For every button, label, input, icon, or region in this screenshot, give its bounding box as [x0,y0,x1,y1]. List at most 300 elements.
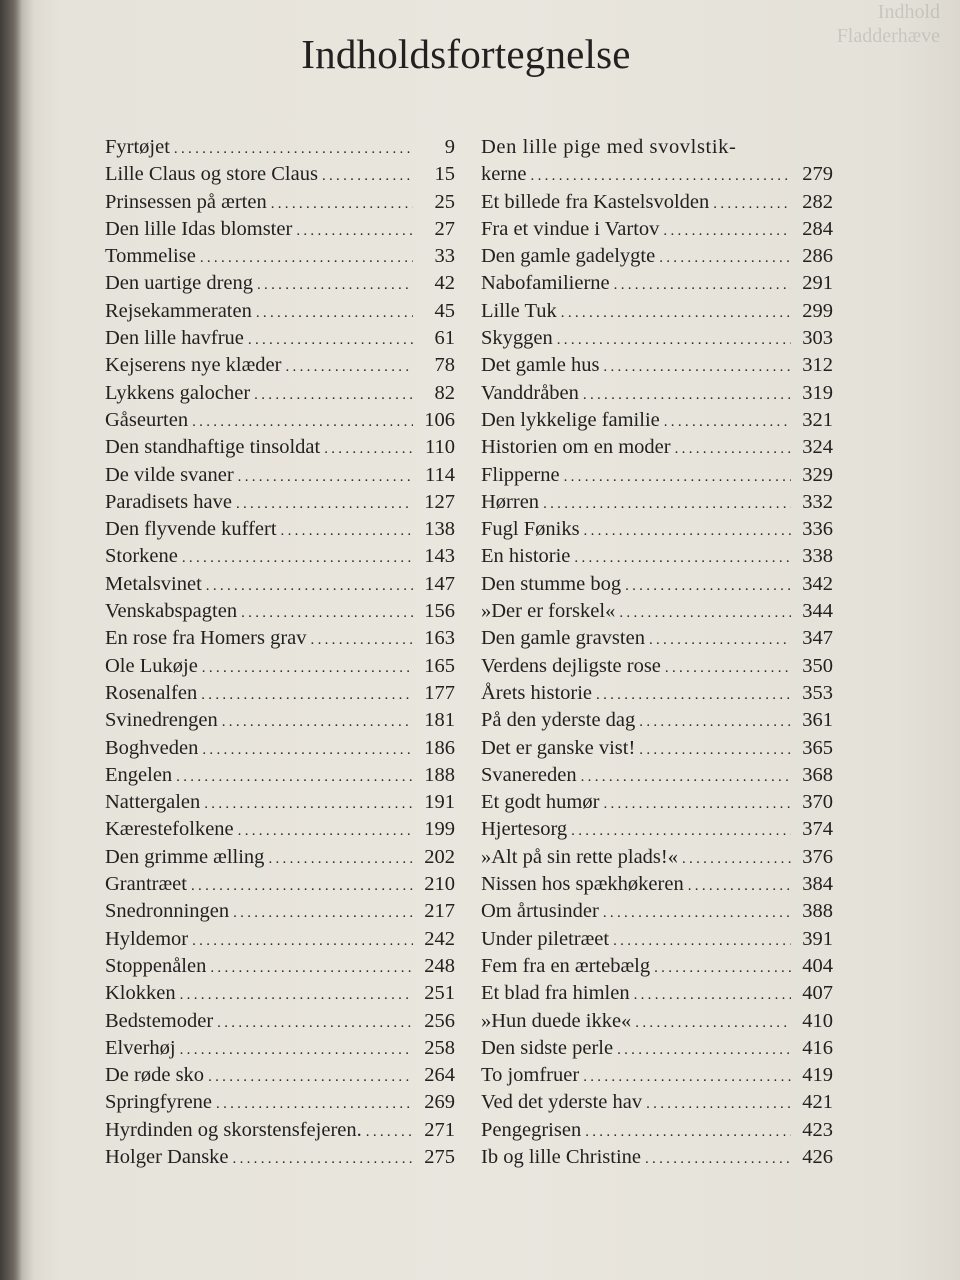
dot-leader [603,791,791,818]
toc-entry [481,352,833,379]
toc-entry [105,816,455,843]
toc-entry [105,871,455,898]
toc-entry-title: Hjertesorg [481,818,568,841]
toc-entry-page: 127 [424,490,455,513]
toc-entry [481,489,833,516]
toc-entry [105,489,455,516]
toc-entry-page: 188 [424,763,455,786]
toc-entry-page: 156 [424,600,455,623]
toc-entry-title: Tommelise [105,245,196,268]
dot-leader [543,491,791,518]
toc-entry-title: Grantræet [105,873,187,896]
toc-entry [105,789,455,816]
toc-entry-page: 407 [802,982,833,1005]
toc-entry [481,161,833,188]
dot-leader [639,709,791,736]
toc-entry-page: 410 [802,1009,833,1032]
dot-leader [182,545,413,572]
toc-entry-page: 416 [802,1036,833,1059]
toc-entry-page: 423 [802,1118,833,1141]
toc-entry [105,243,455,270]
toc-entry-title: Ib og lille Christine [481,1145,641,1168]
toc-entry [481,789,833,816]
toc-entry-page: 365 [802,736,833,759]
toc-entry-title: Fra et vindue i Vartov [481,217,660,240]
toc-entry-title: Årets historie [481,681,593,704]
toc-entry [105,1144,455,1171]
toc-entry-title: Boghveden [105,736,199,759]
toc-entry [481,571,833,598]
toc-entry-title: Stoppenålen [105,954,207,977]
toc-entry [481,735,833,762]
toc-entry-title: Den standhaftige tinsoldat [105,436,321,459]
dot-leader [617,1037,791,1064]
dot-leader [241,600,413,627]
toc-entry-title: Den gamle gadelygte [481,245,656,268]
toc-entry [481,762,833,789]
toc-entry-page: 217 [424,900,455,923]
toc-entry [481,434,833,461]
toc-entry [481,926,833,953]
toc-entry-title: Et billede fra Kastelsvolden [481,190,710,213]
dot-leader [254,382,413,409]
toc-entry-title: Vanddråben [481,381,579,404]
toc-entry-page: 9 [444,136,455,158]
dot-leader [210,955,413,982]
dot-leader [639,737,791,764]
dot-leader [596,682,791,709]
toc-entry-page: 282 [802,190,833,213]
toc-entry-page: 181 [424,709,455,732]
toc-entry-title: »Alt på sin rette plads!« [481,845,678,868]
toc-entry [481,543,833,570]
toc-entry [105,407,455,434]
dot-leader [202,655,413,682]
dot-leader [561,300,791,327]
toc-entry-page: 143 [424,545,455,568]
toc-entry-page: 388 [802,900,833,923]
dot-leader [311,627,413,654]
toc-entry [481,189,833,216]
toc-entry-title: Historien om en moder [481,436,671,459]
dot-leader [581,764,791,791]
toc-entry-title: På den yderste dag [481,709,636,732]
toc-entry-title: Den uartige dreng [105,272,253,295]
toc-entry-title: Fyrtøjet [105,136,170,158]
toc-entry-page: 426 [802,1145,833,1168]
dot-leader [200,245,413,272]
dot-leader [564,464,791,491]
toc-entry-page: 338 [802,545,833,568]
toc-entry-page: 15 [434,163,455,186]
dot-leader [613,928,791,955]
toc-entry [105,134,455,161]
toc-entry-page: 177 [424,681,455,704]
dot-leader [649,627,791,654]
toc-entry-page: 248 [424,954,455,977]
toc-entry [481,980,833,1007]
toc-entry-page: 256 [424,1009,455,1032]
toc-entry-title: De vilde svaner [105,463,234,486]
toc-entry [481,462,833,489]
toc-entry-title: Bedstemoder [105,1009,214,1032]
dot-leader [257,272,413,299]
dot-leader [180,982,413,1009]
dot-leader [688,873,791,900]
dot-leader [713,191,791,218]
toc-entry-title: Den sidste perle [481,1036,614,1059]
toc-entry-page: 361 [802,709,833,732]
toc-entry-title: Fugl Føniks [481,518,580,541]
toc-entry-title: Den lille havfrue [105,327,244,350]
dot-leader [296,218,413,245]
toc-entry-title: Fem fra en ærtebælg [481,954,651,977]
toc-entry-title: Det gamle hus [481,354,600,377]
toc-entry [105,926,455,953]
dot-leader [603,354,791,381]
dot-leader [233,1146,413,1173]
toc-entry-title: Ved det yderste hav [481,1091,643,1114]
toc-entry-title: Lille Tuk [481,299,557,322]
toc-entry-page: 163 [424,627,455,650]
toc-entry [481,598,833,625]
toc-entry-page: 376 [802,845,833,868]
toc-entry [105,462,455,489]
toc-entry [105,762,455,789]
dot-leader [217,1010,413,1037]
toc-entry-page: 61 [434,327,455,350]
dot-leader [322,163,413,190]
toc-entry-title: Hyldemor [105,927,189,950]
toc-left-column [105,134,455,1171]
toc-entry [105,598,455,625]
dot-leader [201,682,413,709]
toc-entry [105,325,455,352]
toc-entry [481,216,833,243]
dot-leader [682,846,791,873]
toc-entry-title: Verdens dejligste rose [481,654,661,677]
toc-entry-title: Den flyvende kuffert [105,518,277,541]
toc-entry-title: Snedronningen [105,900,230,923]
toc-entry-title: Om årtusinder [481,900,599,923]
dot-leader [236,491,413,518]
toc-entry-page: 342 [802,572,833,595]
toc-entry [105,516,455,543]
toc-entry [481,1062,833,1089]
toc-entry-page: 368 [802,763,833,786]
toc-entry [481,653,833,680]
toc-entry-title: Elverhøj [105,1036,176,1059]
toc-entry-page: 299 [802,299,833,322]
dot-leader [625,573,791,600]
toc-entry [105,625,455,652]
toc-entry-page: 384 [802,873,833,896]
toc-entry-title: Skyggen [481,327,553,350]
toc-entry-page: 419 [802,1064,833,1087]
toc-entry [481,516,833,543]
dot-leader [191,873,413,900]
toc-entry-page: 374 [802,818,833,841]
toc-entry [481,680,833,707]
toc-entry [105,1089,455,1116]
book-spine-shadow [0,0,22,1280]
toc-entry [481,298,833,325]
toc-entry [481,625,833,652]
dot-leader [256,300,413,327]
toc-entry-title: Paradisets have [105,490,232,513]
toc-entry-page: 291 [802,272,833,295]
toc-entry-title: En historie [481,545,571,568]
toc-entry-page: 275 [424,1145,455,1168]
toc-entry [481,1117,833,1144]
toc-entry-page: 202 [424,845,455,868]
toc-entry-page: 312 [802,354,833,377]
toc-entry [105,1008,455,1035]
toc-entry-page: 33 [434,245,455,268]
toc-entry-title: Lille Claus og store Claus [105,163,318,186]
toc-entry-title: Springfyrene [105,1091,213,1114]
toc-entry [481,898,833,925]
toc-entry-title: Rejsekammeraten [105,299,252,322]
toc-entry-page: 269 [424,1091,455,1114]
toc-entry-title: De røde sko [105,1064,205,1087]
toc-entry-title: Den lille Idas blomster [105,217,293,240]
toc-entry-page: 147 [424,572,455,595]
toc-entry-page: 45 [434,299,455,322]
toc-entry-title: Lykkens galocher [105,381,251,404]
dot-leader [585,1119,791,1146]
dot-leader [583,1064,791,1091]
toc-entry [105,1035,455,1062]
toc-entry-title: Den grimme ælling [105,845,265,868]
toc-entry-page: 353 [802,681,833,704]
dot-leader [584,518,791,545]
dot-leader [659,245,791,272]
toc-entry-title: Den gamle gravsten [481,627,645,650]
toc-entry-page: 303 [802,327,833,350]
toc-entry-page: 264 [424,1064,455,1087]
toc-entry-title: Engelen [105,763,173,786]
toc-entry-page: 279 [802,163,833,186]
toc-entry-page: 42 [434,272,455,295]
toc-entry-title: Gåseurten [105,408,189,431]
dot-leader [238,818,413,845]
toc-entry [481,707,833,734]
toc-entry-page: 165 [424,654,455,677]
toc-entry [481,1008,833,1035]
toc-entry-title: Svanereden [481,763,577,786]
dot-leader [206,573,413,600]
toc-entry [105,844,455,871]
toc-entry-page: 329 [802,463,833,486]
toc-entry-page: 271 [424,1118,455,1141]
toc-entry-title: Svinedrengen [105,709,218,732]
dot-leader [675,436,791,463]
toc-entry-title: »Hun duede ikke« [481,1009,632,1032]
dot-leader [665,655,791,682]
toc-entry-title: Venskabspagten [105,600,238,623]
toc-entry-page: 199 [424,818,455,841]
dot-leader [268,846,413,873]
toc-entry-title: Nattergalen [105,791,201,814]
toc-entry [105,161,455,188]
toc-entry-title: Den lykkelige familie [481,408,660,431]
toc-entry [105,189,455,216]
dot-leader [204,791,413,818]
dot-leader [180,1037,413,1064]
dot-leader [571,818,791,845]
toc-entry-title: Det er ganske vist! [481,736,636,759]
dot-leader [557,327,791,354]
dot-leader [646,1091,791,1118]
toc-entry [105,653,455,680]
dot-leader [635,1010,791,1037]
dot-leader [233,900,413,927]
toc-entry [105,953,455,980]
toc-entry-page: 106 [424,408,455,431]
toc-entry [481,844,833,871]
dot-leader [238,464,413,491]
toc-entry [105,380,455,407]
toc-entry [105,270,455,297]
dot-leader [216,1091,413,1118]
toc-entry-title: Metalsvinet [105,572,202,595]
toc-entry-page: 347 [802,627,833,650]
dot-leader [366,1119,413,1146]
toc-entry-page: 82 [434,381,455,404]
toc-entry-page: 404 [802,954,833,977]
dot-leader [174,136,413,163]
toc-entry-page: 286 [802,245,833,268]
toc-entry-page: 114 [425,463,455,486]
dot-leader [192,928,413,955]
toc-entry [105,352,455,379]
page-title: Indholdsfortegnelse [301,31,631,77]
toc-entry [481,380,833,407]
toc-entry-page: 370 [802,791,833,814]
toc-entry-page: 251 [424,982,455,1005]
toc-entry-title: Kærestefolkene [105,818,234,841]
toc-entry-title: Storkene [105,545,178,568]
toc-entry [481,1035,833,1062]
toc-entry-page: 186 [424,736,455,759]
dot-leader [634,982,791,1009]
toc-entry [105,434,455,461]
toc-entry-page: 332 [802,490,833,513]
toc-entry-title: Et godt humør [481,791,600,814]
toc-entry [481,243,833,270]
toc-entry-page: 78 [434,354,455,377]
toc-entry-title: Klokken [105,982,176,1005]
toc-entry-title: Nabofamilierne [481,272,610,295]
dot-leader [583,382,791,409]
toc-right-column [481,134,833,1171]
dot-leader [531,163,791,190]
toc-entry-page: 421 [802,1091,833,1114]
toc-entry [481,871,833,898]
toc-entry-page: 284 [802,217,833,240]
dot-leader [603,900,791,927]
dot-leader [192,409,413,436]
toc-entry-page: 27 [434,217,455,240]
toc-entry-page: 138 [424,518,455,541]
toc-entry-page: 336 [802,518,833,541]
toc-entry [105,571,455,598]
toc-entry-page: 324 [802,436,833,459]
toc-entry-page: 350 [802,654,833,677]
toc-entry-page: 210 [424,873,455,896]
dot-leader [324,436,413,463]
dot-leader [654,955,791,982]
toc-entry [105,898,455,925]
toc-entry-title: Ole Lukøje [105,654,198,677]
toc-entry-title: »Der er forskel« [481,600,616,623]
toc-entry-title: Under piletræet [481,927,610,950]
dot-leader [285,354,413,381]
toc-entry [481,325,833,352]
toc-entry-title: En rose fra Homers grav [105,627,307,650]
dot-leader [281,518,413,545]
bleed-through-line: Indhold [877,1,940,23]
toc-entry [481,816,833,843]
toc-entry [105,980,455,1007]
toc-entry-title: Hyrdinden og skorstensfejeren. [105,1118,362,1141]
toc-entry [105,298,455,325]
toc-entry-page: 191 [424,791,455,814]
toc-entry-page: 25 [434,190,455,213]
toc-entry-title: Flipperne [481,463,560,486]
dot-leader [664,409,791,436]
toc-entry-page: 344 [802,600,833,623]
toc-entry [481,1089,833,1116]
bleed-through-line: Fladderhæve [836,25,940,47]
toc-entry [105,707,455,734]
toc-entry [105,735,455,762]
toc-entry [481,270,833,297]
dot-leader [271,191,413,218]
dot-leader [614,272,791,299]
toc-entry-title-line1: Den lille pige med svovlstik- [481,136,737,158]
toc-entry-title: To jomfruer [481,1064,580,1087]
toc-entry-title: Prinsessen på ærten [105,190,267,213]
toc-entry-page: 321 [802,408,833,431]
toc-entry [105,1062,455,1089]
toc-entry-title: Pengegrisen [481,1118,582,1141]
toc-entry-page: 391 [802,927,833,950]
dot-leader [248,327,413,354]
toc-entry-title: Den stumme bog [481,572,622,595]
dot-leader [202,737,413,764]
dot-leader [619,600,791,627]
toc-entry-title: kerne [481,163,527,186]
toc-entry-title: Rosenalfen [105,681,198,704]
dot-leader [222,709,413,736]
toc-entry-page: 110 [425,436,455,459]
dot-leader [663,218,791,245]
toc-entry [105,216,455,243]
toc-entry-page: 319 [802,381,833,404]
toc-entry [105,1117,455,1144]
toc-entry [481,1144,833,1171]
dot-leader [208,1064,413,1091]
toc-entry-title: Nissen hos spækhøkeren [481,873,684,896]
toc-entry-page: 258 [424,1036,455,1059]
toc-entry [481,953,833,980]
toc-entry-title: Et blad fra himlen [481,982,630,1005]
toc-entry-title: Holger Danske [105,1145,229,1168]
dot-leader [176,764,413,791]
toc-entry-title: Kejserens nye klæder [105,354,282,377]
